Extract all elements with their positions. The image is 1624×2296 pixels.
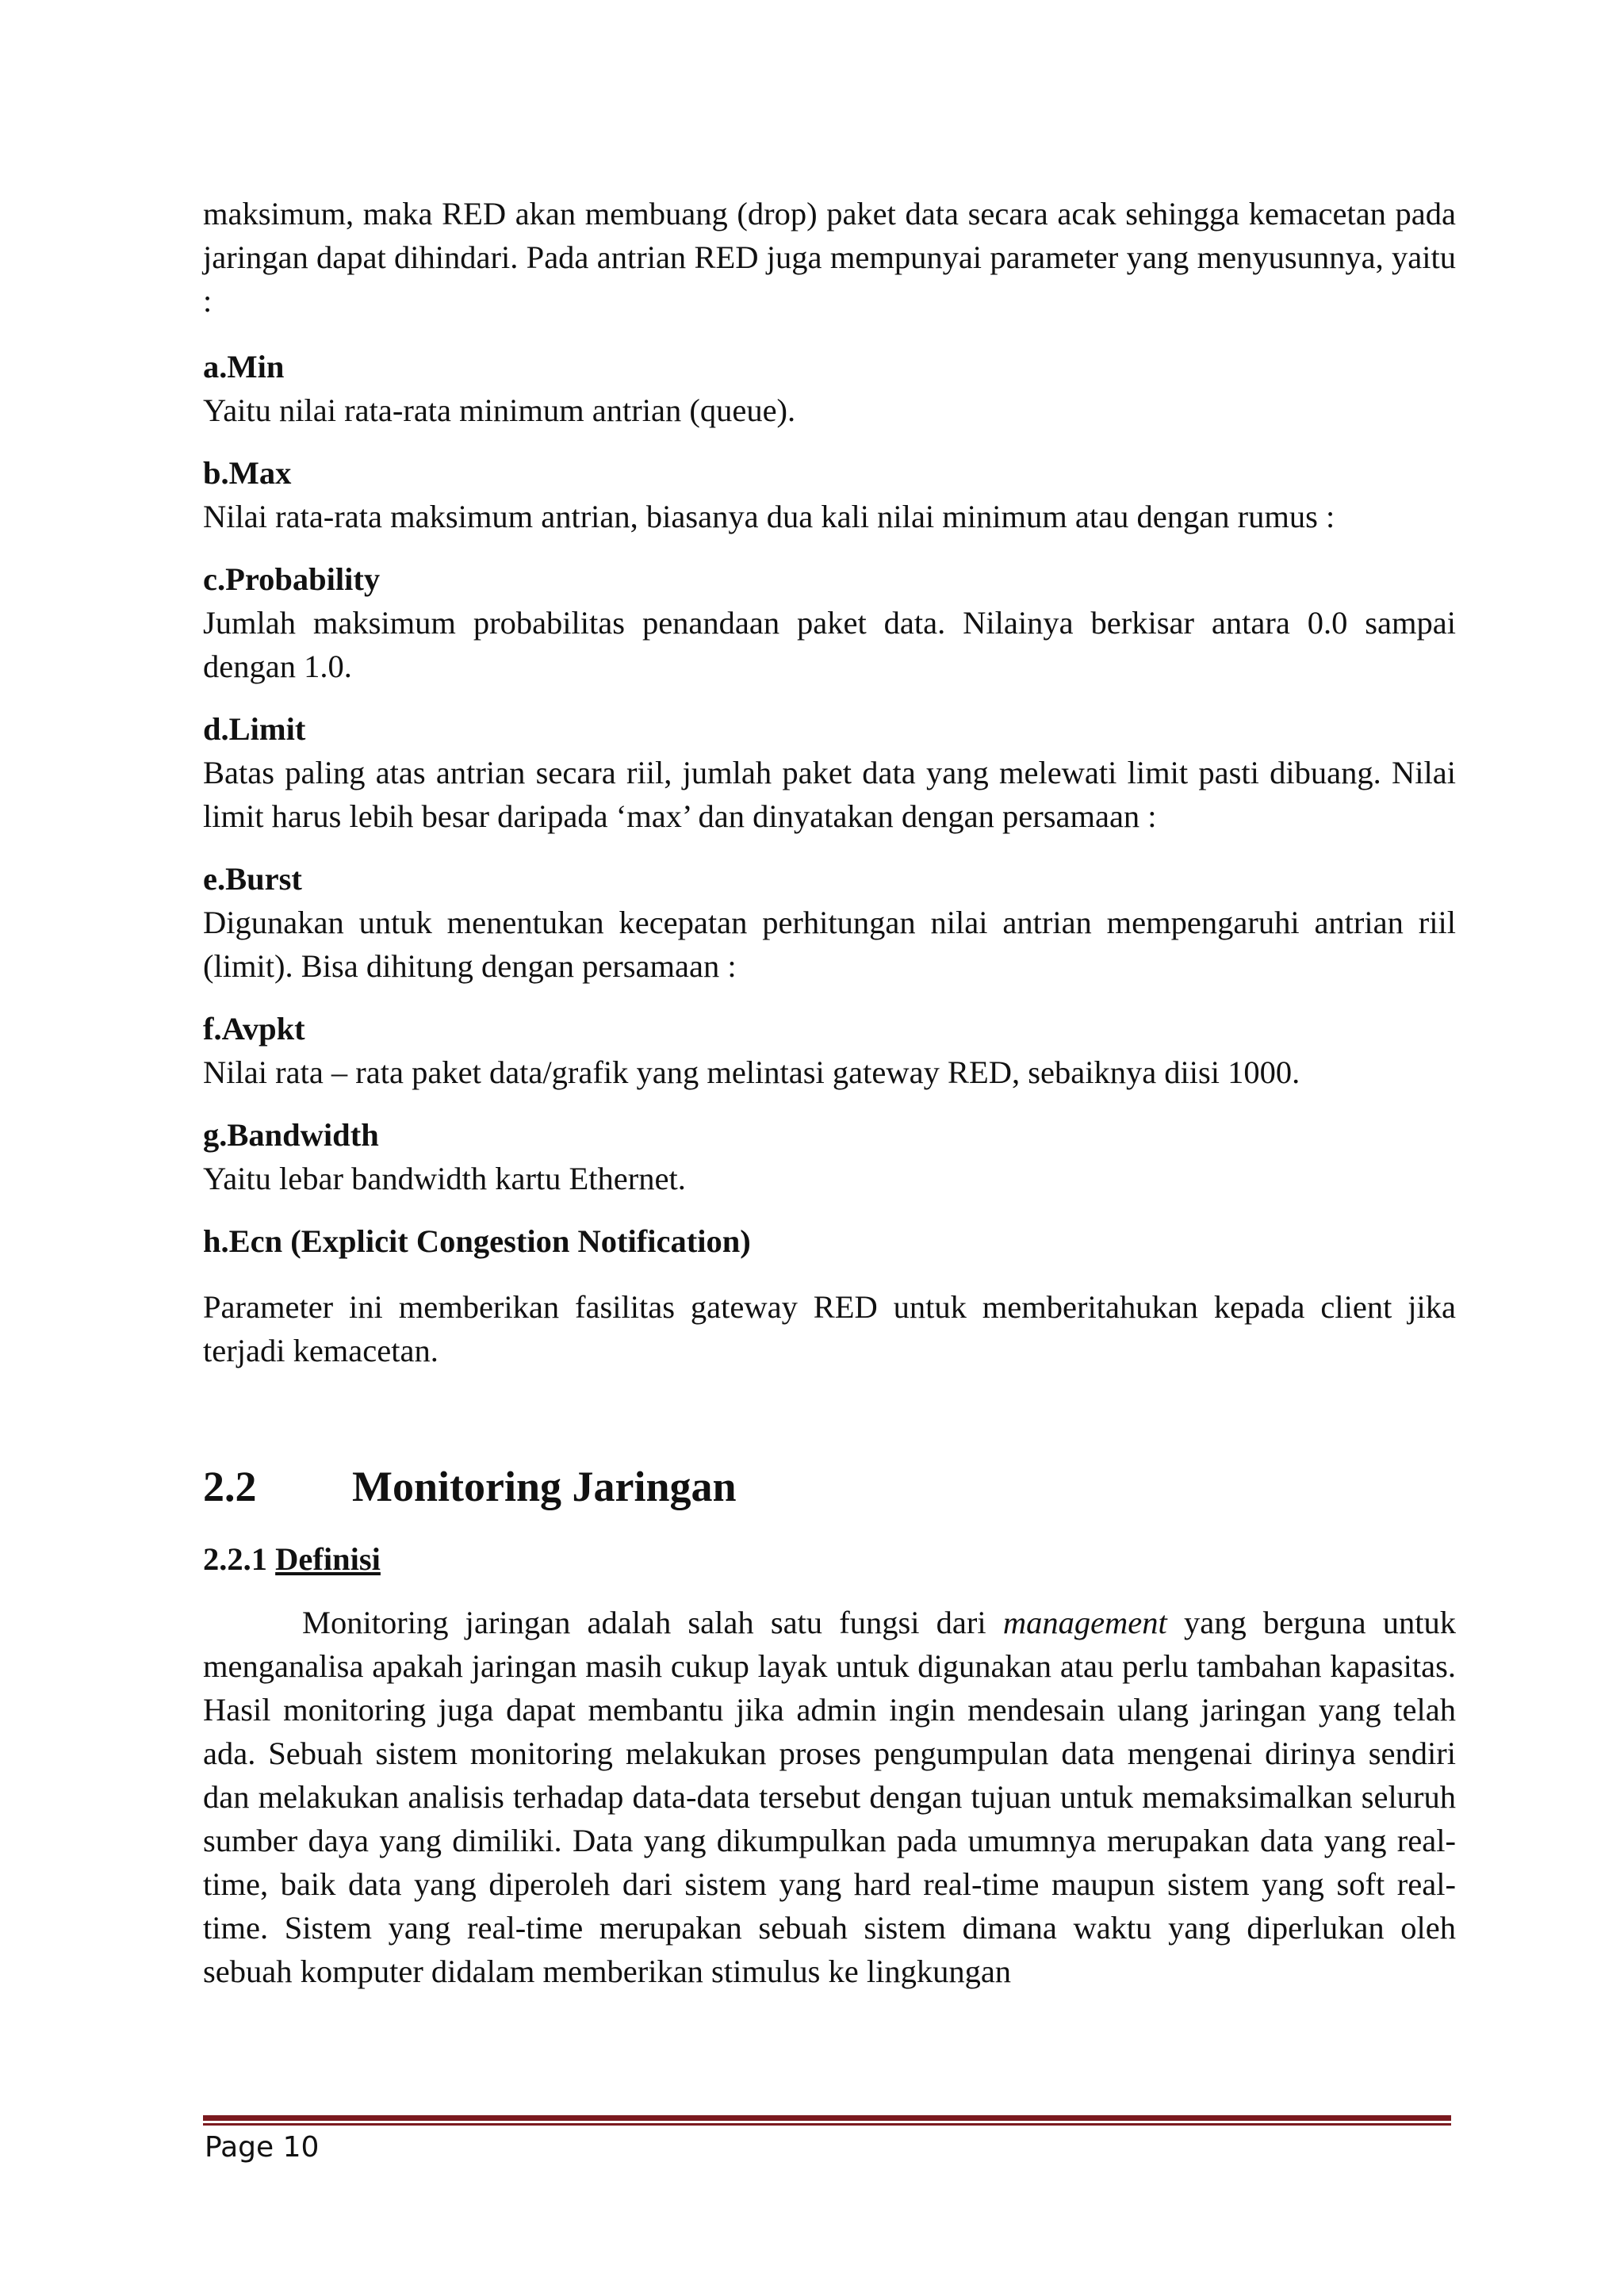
page-number: Page 10 [205, 2131, 320, 2164]
term-description: Nilai rata-rata maksimum antrian, biasanya dua kali nilai minimum atau dengan rumus : [203, 499, 1335, 534]
intro-paragraph: maksimum, maka RED akan membuang (drop) paket data secara acak sehingga kemacetan pada jaringan dapat dihindari. Pada antrian RED juga mempunyai parameter yang menyusunnya, yaitu : [203, 196, 1456, 319]
term-max [203, 451, 1456, 538]
term-avpkt [203, 1007, 1456, 1094]
footer-divider [203, 2115, 1451, 2126]
term-title: c.Probability [203, 561, 381, 597]
term-description: Digunakan untuk menentukan kecepatan perhitungan nilai antrian mempengaruhi antrian riil (limit). Bisa dihitung dengan persamaan : [203, 905, 1456, 984]
term-min [203, 345, 1456, 432]
subsection-number: 2.2.1 [203, 1541, 267, 1577]
emphasis-management: management [1002, 1605, 1167, 1640]
footer-rule-thin [203, 2123, 1451, 2126]
page-content [203, 192, 1456, 1993]
term-description: Yaitu nilai rata-rata minimum antrian (queue). [203, 392, 796, 428]
body-text-rest: yang berguna untuk menganalisa apakah jaringan masih cukup layak untuk digunakan atau perlu tambahan kapasitas. Hasil monitoring juga dapat membantu jika admin ingin mendesain ulang jaringan yang telah ada. Sebuah sistem monitoring melakukan proses pengumpulan data mengenai dirinya sendiri dan melakukan analisis terhadap data-data tersebut dengan tujuan untuk memaksimalkan seluruh sumber daya yang dimiliki. Data yang dikumpulkan pada umumnya merupakan data yang real-time, baik data yang diperoleh dari sistem yang hard real-time maupun sistem yang soft real-time. Sistem yang real-time merupakan sebuah sistem dimana waktu yang diperlukan oleh sebuah komputer didalam memberikan stimulus ke lingkungan [203, 1605, 1457, 1989]
subsection-heading [203, 1536, 1456, 1583]
term-description: Batas paling atas antrian secara riil, jumlah paket data yang melewati limit pasti dibuang. Nilai limit harus lebih besar daripada ‘max’ dan dinyatakan dengan persamaan : [203, 755, 1456, 834]
term-ecn-title: h.Ecn (Explicit Congestion Notification) [203, 1223, 751, 1259]
section-heading [203, 1455, 1456, 1518]
term-description: Jumlah maksimum probabilitas penandaan paket data. Nilainya berkisar antara 0.0 sampai dengan 1.0. [203, 605, 1456, 684]
body-text-start: Monitoring jaringan adalah salah satu fungsi dari [302, 1605, 1003, 1640]
footer-rule-thick [203, 2115, 1451, 2121]
term-title: b.Max [203, 455, 292, 491]
term-bandwidth [203, 1113, 1456, 1200]
term-description: Yaitu lebar bandwidth kartu Ethernet. [203, 1161, 686, 1196]
term-probability [203, 557, 1456, 688]
term-title: g.Bandwidth [203, 1117, 379, 1153]
section-title: Monitoring Jaringan [352, 1463, 737, 1510]
section-number: 2.2 [203, 1463, 257, 1510]
term-title: f.Avpkt [203, 1011, 305, 1047]
term-title: e.Burst [203, 861, 302, 897]
term-ecn-description: Parameter ini memberikan fasilitas gateway RED untuk memberitahukan kepada client jika terjadi kemacetan. [203, 1289, 1456, 1368]
body-paragraph [203, 1601, 1456, 1993]
subsection-title: Definisi [275, 1541, 381, 1577]
term-limit [203, 707, 1456, 838]
term-burst [203, 857, 1456, 988]
term-description: Nilai rata – rata paket data/grafik yang melintasi gateway RED, sebaiknya diisi 1000. [203, 1054, 1300, 1090]
term-title: a.Min [203, 349, 285, 385]
term-title: d.Limit [203, 711, 306, 747]
